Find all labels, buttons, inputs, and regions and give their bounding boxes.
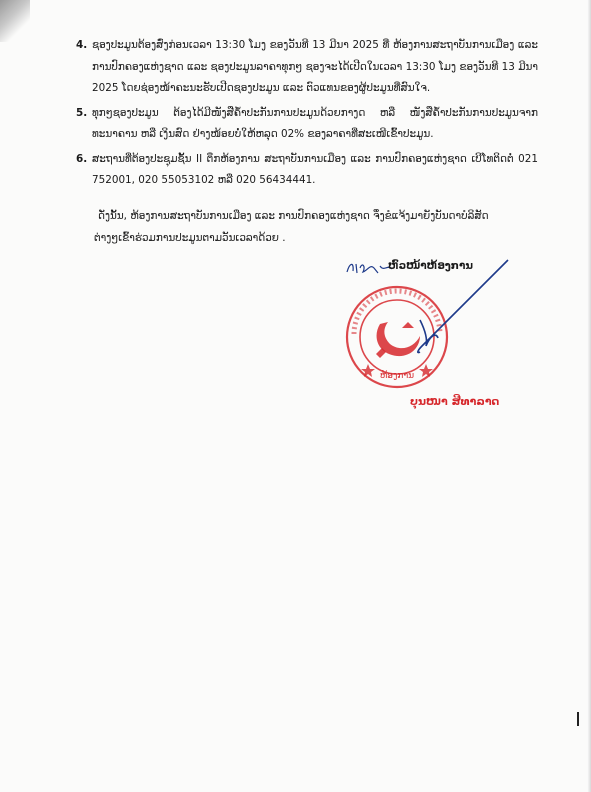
item-number: 6. [76,152,88,165]
signature-pen-stroke [390,258,510,373]
item-text: ຊອງປະມູນຕ້ອງສົ່ງກ່ອນເວລາ 13:30 ໂມງ ຂອງວັນທີ 13 ມີນາ 2025 ທີ່ ຫ້ອງການສະຖາບັນການເມືອງ ແລະ ການປົກຄອງແຫ່ງຊາດ ແລະ ຊອງປະມູນລາຄາທຸກໆ ຊອງຈະໄດ້ເປີດໃນເວລາ 13:30 ໂມງ ຂອງວັນທີ 13 ມີນາ 2025 ໂດຍຊ່ອງໜ້າຄະນະຮັບເປີດຊອງປະມູນ ແລະ ຕົວແທນຂອງຜູ້ປະມູນທີ່ສົນໃຈ. [92,39,538,94]
list-item [76,103,538,146]
item-number: 4. [76,39,88,51]
handwritten-scribble [344,258,394,278]
item-text: ທຸກໆຊອງປະມູນ ຕ້ອງໄດ້ມີໜັງສືຄໍ້າປະກັນການປະມູນດ້ວຍກາງດ ຫລື ໜັງສືຄໍ້າປະກັນການປະມູນຈາກທະນາຄານ ຫລື ເງິນສົດ ຢ່າງໜ້ອຍບໍ່ໃຫ້ຫລຸດ 02% ຂອງລາຄາທີ່ສະເໜີເຂົ້າປະມູນ. [92,106,538,140]
closing-line-2: ຕ່າງໆເຂົ້າຮ່ວມການປະມູນຕາມວັນເວລາດ້ວຍ . [94,231,286,244]
scan-corner-shadow [0,0,30,42]
seal-text: ຫ້ອງການ [379,371,415,381]
item-number: 5. [76,106,88,119]
signer-name: ບຸນໜາ ສີທາລາດ [410,395,500,408]
closing-paragraph [94,206,518,249]
item-text: ສະຖານທີ່ຕ້ອງປະຊຸມຊັ້ນ II ຕຶກຫ້ອງການ ສະຖາບັນການເມືອງ ແລະ ການປົກຄອງແຫ່ງຊາດ ເບີໂທຕິດຕໍ່ 021 752001, 020 55053102 ຫລື 020 56434441. [92,152,538,186]
scan-edge [587,0,591,792]
scan-mark [577,712,579,726]
closing-line-1: ດັ່ງນັ້ນ, ຫ້ອງການສະຖາບັນການເມືອງ ແລະ ການປົກຄອງແຫ່ງຊາດ ຈຶ່ງຂໍແຈ້ງມາຍັງບັນດາບໍລິສັດ [98,210,489,222]
list-item [76,149,538,192]
document-body [76,35,538,195]
signer-title: ຫົວໜ້າຫ້ອງການ [388,260,473,272]
list-item [76,35,538,100]
